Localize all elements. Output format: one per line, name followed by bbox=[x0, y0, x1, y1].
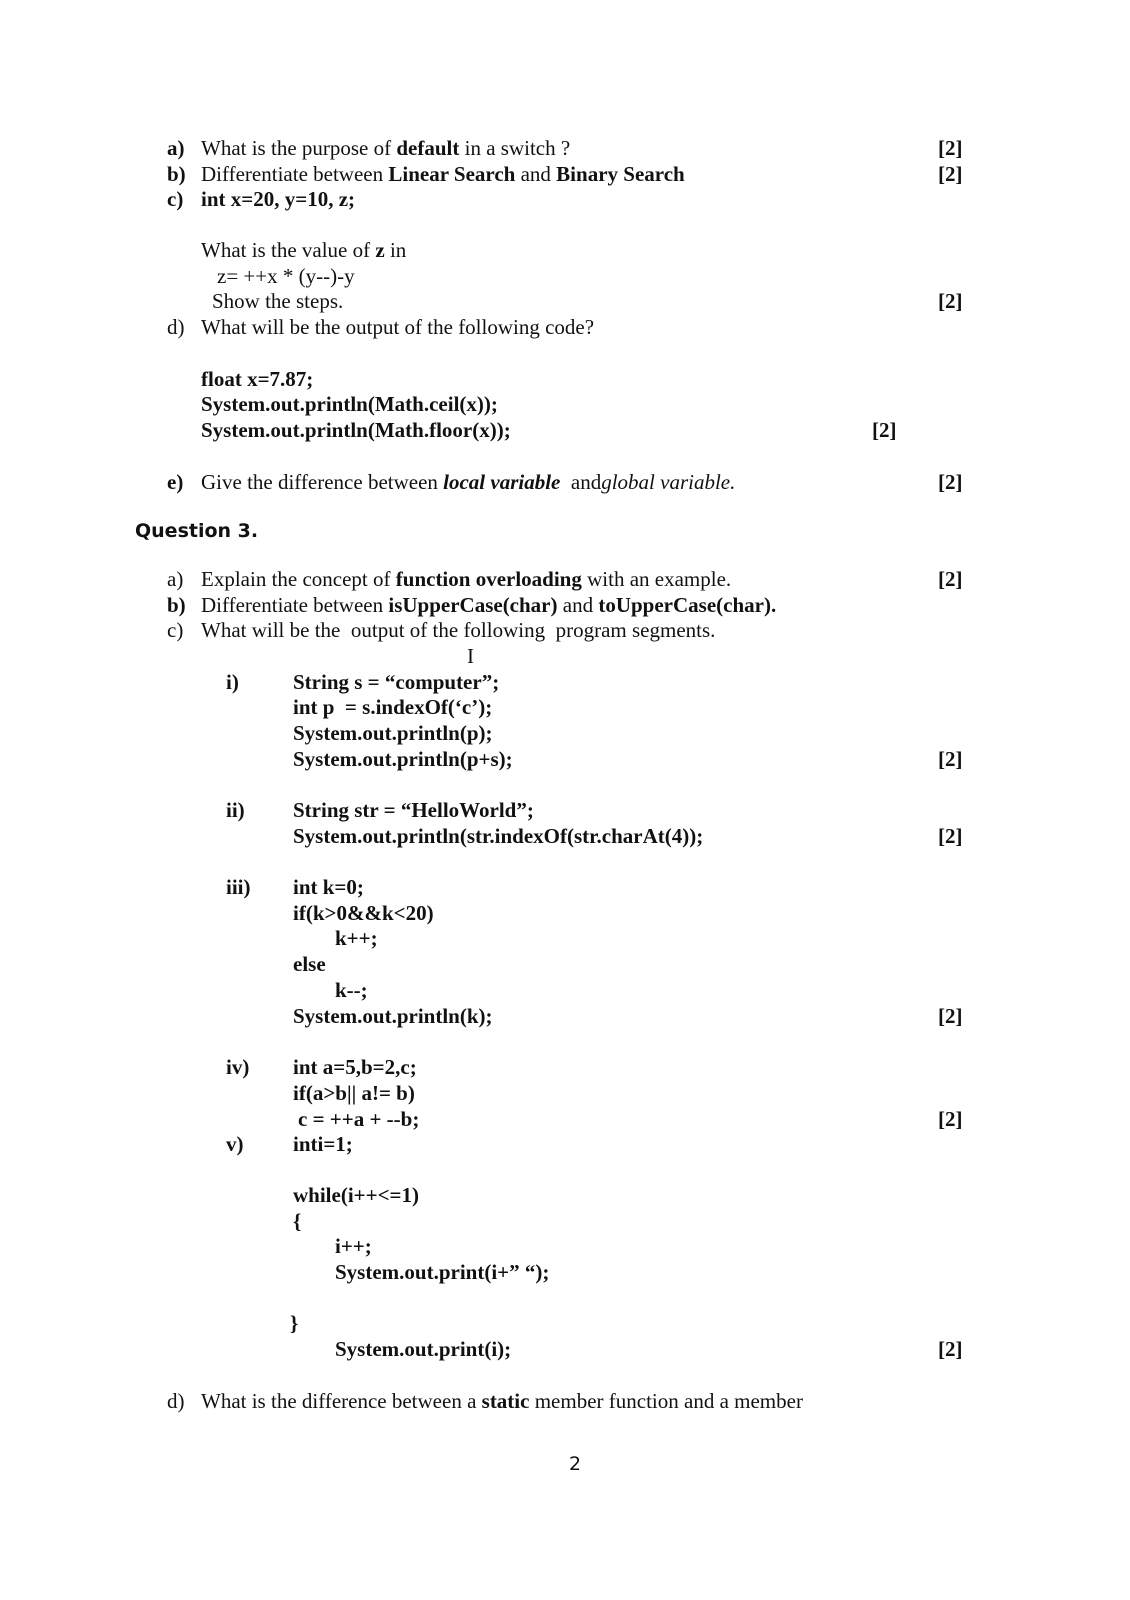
text: What is the value of bbox=[201, 238, 376, 262]
text: What is the purpose of bbox=[201, 136, 397, 160]
keyword: static bbox=[481, 1389, 530, 1413]
keyword: Binary Search bbox=[556, 162, 685, 186]
code-line: } bbox=[290, 1311, 299, 1335]
code-line: float x=7.87; bbox=[201, 367, 314, 391]
text-cursor: I bbox=[467, 644, 474, 668]
text: in a switch ? bbox=[459, 136, 571, 160]
keyword: function overloading bbox=[395, 567, 582, 591]
text: What is the difference between a bbox=[201, 1389, 482, 1413]
code-line: System.out.print(i+” “); bbox=[335, 1260, 550, 1284]
label: c) bbox=[167, 618, 184, 642]
code-line: System.out.println(Math.ceil(x)); bbox=[201, 392, 498, 416]
text: member function and a member bbox=[529, 1389, 803, 1413]
text: What will be the output of the following code? bbox=[201, 315, 595, 339]
label: a) bbox=[167, 136, 185, 160]
label: c) bbox=[167, 187, 184, 211]
marks: [2] bbox=[938, 747, 963, 771]
code-line: inti=1; bbox=[293, 1132, 353, 1156]
text: and bbox=[557, 593, 599, 617]
code-line: String str = “HelloWorld”; bbox=[293, 798, 534, 822]
code-line: String s = “computer”; bbox=[293, 670, 500, 694]
code-line: System.out.println(Math.floor(x)); bbox=[201, 418, 511, 442]
marks: [2] bbox=[938, 289, 963, 313]
label: d) bbox=[167, 1389, 185, 1413]
text: Differentiate between bbox=[201, 162, 389, 186]
code-line: int a=5,b=2,c; bbox=[293, 1055, 417, 1079]
code: int x=20, y=10, z; bbox=[201, 187, 356, 211]
marks: [2] bbox=[938, 1004, 963, 1028]
code-line: else bbox=[293, 952, 326, 976]
keyword: local variable bbox=[443, 470, 561, 494]
text: Give the difference between bbox=[201, 470, 444, 494]
marks: [2] bbox=[938, 470, 963, 494]
q2a bbox=[167, 136, 185, 160]
code-line: k--; bbox=[335, 978, 368, 1002]
code-line: while(i++<=1) bbox=[293, 1183, 420, 1207]
q2c-question bbox=[201, 238, 406, 262]
code-line: if(k>0&&k<20) bbox=[293, 901, 434, 925]
keyword: global variable. bbox=[601, 470, 736, 494]
code-line: System.out.println(p); bbox=[293, 721, 493, 745]
keyword: default bbox=[396, 136, 460, 160]
q3a-text bbox=[201, 567, 731, 591]
q2e-text bbox=[201, 470, 735, 494]
label: b) bbox=[167, 593, 186, 617]
code-line: System.out.println(p+s); bbox=[293, 747, 513, 771]
label: v) bbox=[226, 1132, 244, 1156]
text: Explain the concept of bbox=[201, 567, 396, 591]
text: and bbox=[515, 162, 557, 186]
expression: z= ++x * (y--)-y bbox=[217, 264, 355, 288]
code-line: i++; bbox=[335, 1234, 372, 1258]
code-line: int k=0; bbox=[293, 875, 364, 899]
label: b) bbox=[167, 162, 186, 186]
keyword: z bbox=[375, 238, 385, 262]
marks: [2] bbox=[938, 824, 963, 848]
label: a) bbox=[167, 567, 184, 591]
keyword: isUpperCase(char) bbox=[388, 593, 558, 617]
text: Show the steps. bbox=[212, 289, 344, 313]
text: in bbox=[384, 238, 407, 262]
label: d) bbox=[167, 315, 185, 339]
text: with an example. bbox=[581, 567, 732, 591]
page-number: 2 bbox=[569, 1453, 582, 1475]
marks: [2] bbox=[938, 136, 963, 160]
code-line: System.out.println(k); bbox=[293, 1004, 493, 1028]
text: What will be the output of the following program segments. bbox=[201, 618, 716, 642]
question-heading: Question 3. bbox=[135, 520, 259, 542]
code-line: if(a>b|| a!= b) bbox=[293, 1081, 415, 1105]
code-line: { bbox=[293, 1209, 302, 1233]
code-line: System.out.println(str.indexOf(str.charAt(4)); bbox=[293, 824, 704, 848]
marks: [2] bbox=[938, 1107, 963, 1131]
marks: [2] bbox=[938, 162, 963, 186]
text: and bbox=[560, 470, 602, 494]
label: i) bbox=[226, 670, 239, 694]
marks: [2] bbox=[872, 418, 897, 442]
marks: [2] bbox=[938, 567, 963, 591]
label: e) bbox=[167, 470, 184, 494]
text: Differentiate between bbox=[201, 593, 389, 617]
q2b-text bbox=[201, 162, 685, 186]
code-line: int p = s.indexOf(‘c’); bbox=[293, 695, 493, 719]
code-line: c = ++a + --b; bbox=[298, 1107, 420, 1131]
code-line: System.out.print(i); bbox=[335, 1337, 512, 1361]
keyword: Linear Search bbox=[388, 162, 516, 186]
q3b-text bbox=[201, 593, 776, 617]
label: ii) bbox=[226, 798, 245, 822]
keyword: toUpperCase(char). bbox=[598, 593, 777, 617]
q3d-text bbox=[201, 1389, 803, 1413]
code-line: k++; bbox=[335, 926, 378, 950]
marks: [2] bbox=[938, 1337, 963, 1361]
label: iii) bbox=[226, 875, 251, 899]
q2a-text bbox=[201, 136, 570, 160]
label: iv) bbox=[226, 1055, 250, 1079]
